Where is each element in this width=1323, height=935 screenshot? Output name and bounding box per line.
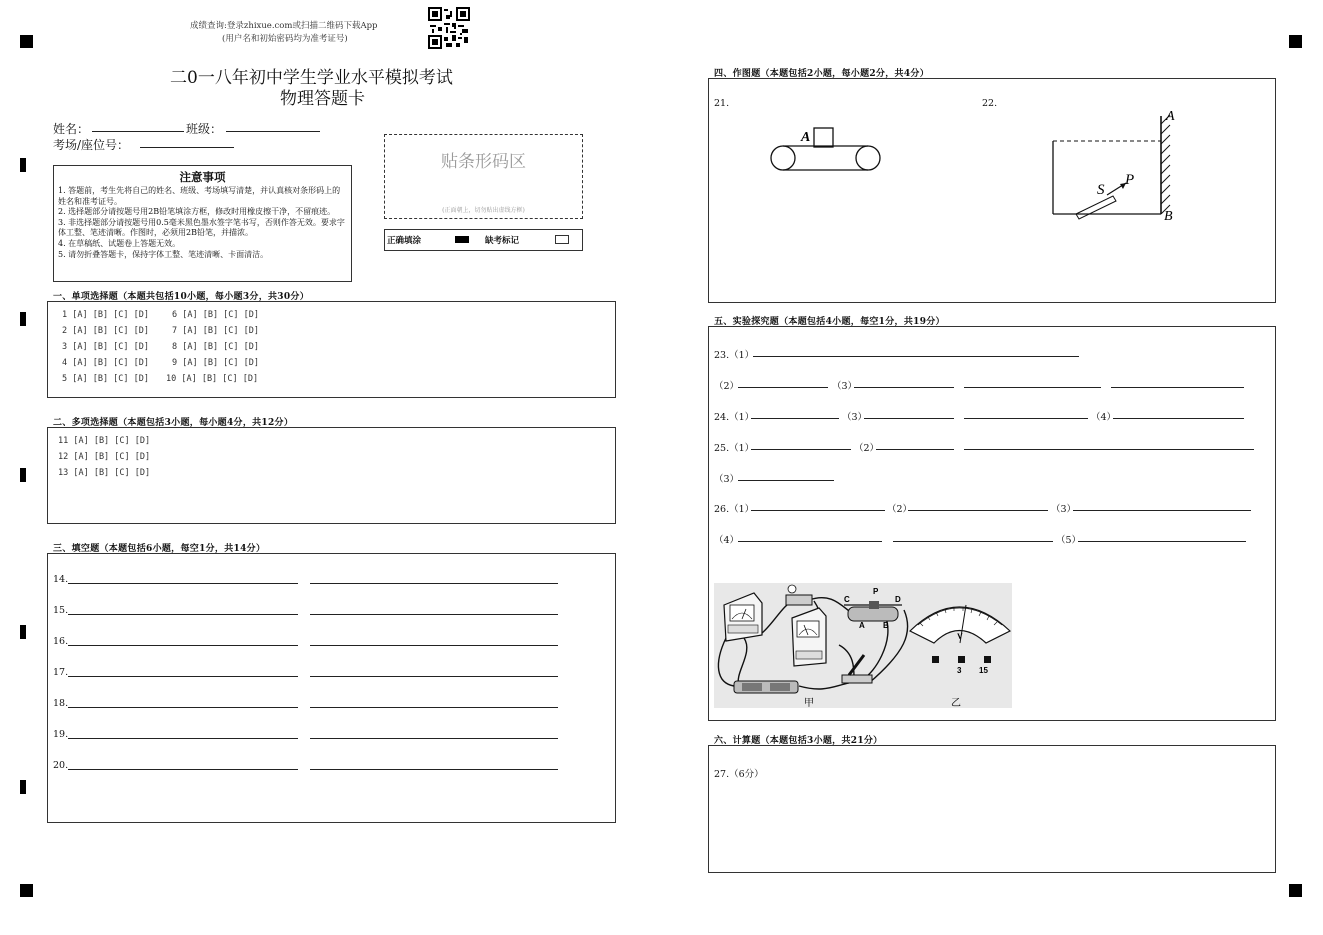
fill-question-number: 19. [53,729,69,740]
answer-line[interactable] [1073,510,1251,511]
answer-line[interactable] [310,614,558,615]
q26-3-label: （3） [1051,504,1077,515]
choice-row[interactable]: 3 [A] [B] [C] [D] [62,342,149,352]
choice-row[interactable]: 8 [A] [B] [C] [D] [172,342,259,352]
choice-row[interactable]: 10 [A] [B] [C] [D] [166,374,259,384]
absent-mark-label: 缺考标记 [485,236,520,246]
svg-text:B: B [883,621,889,630]
answer-line[interactable] [964,449,1254,450]
block-a [814,128,833,147]
answer-line[interactable] [738,541,882,542]
section1-title: 一、单项选择题（本题共包括10小题，每小题3分，共30分） [53,292,310,302]
absent-mark-checkbox[interactable] [555,235,569,244]
class-label: 班级： [186,122,223,136]
q24-label: 24.（1） [714,412,755,423]
answer-line[interactable] [964,387,1101,388]
answer-line[interactable] [854,387,954,388]
instruction-item: 3. 非选择题部分请按题号用0.5毫米黑色墨水签字笔书写，否则作答无效。要求字体工整、笔迹清晰。作图时，必须用2B铅笔，并描浓。 [58,217,345,238]
timing-mark [20,312,26,326]
answer-line[interactable] [68,645,298,646]
svg-text:V: V [957,632,963,641]
fill-question-number: 16. [53,636,69,647]
timing-mark [20,625,26,639]
registration-mark-bottom-right [1289,884,1302,897]
q23-label: 23.（1） [714,350,755,361]
question-22-label: 22. [982,98,998,109]
answer-line[interactable] [68,769,298,770]
section3-title: 三、填空题（本题包括6小题，每空1分，共14分） [53,544,266,554]
registration-mark-top-right [1289,35,1302,48]
choice-row[interactable]: 6 [A] [B] [C] [D] [172,310,259,320]
svg-text:P: P [873,587,879,596]
seat-label: 考场/座位号： [53,138,130,152]
answer-line[interactable] [753,356,1079,357]
svg-text:D: D [895,595,901,604]
instructions-box [53,165,352,282]
q24-3-label: （3） [842,412,868,423]
section6-answer-box [708,745,1276,873]
answer-line[interactable] [310,738,558,739]
class-field[interactable] [226,131,320,132]
choice-row[interactable]: 13 [A] [B] [C] [D] [58,468,151,478]
answer-line[interactable] [310,583,558,584]
answer-line[interactable] [876,449,954,450]
answer-line[interactable] [68,583,298,584]
svg-text:A: A [859,621,865,630]
conveyor-belt-figure [765,124,887,174]
fill-question-number: 18. [53,698,69,709]
timing-mark [20,158,26,172]
exam-title: 二0一八年初中学生学业水平模拟考试 [170,68,453,88]
point-s-label: S [1097,182,1105,198]
answer-line[interactable] [964,418,1088,419]
q26-4-label: （4） [714,535,740,546]
answer-line[interactable] [864,418,954,419]
svg-text:3: 3 [957,666,962,675]
choice-row[interactable]: 12 [A] [B] [C] [D] [58,452,151,462]
answer-line[interactable] [751,510,885,511]
query-info-line2: (用户名和初始密码均为准考证号) [222,34,348,44]
fill-legend [384,229,583,251]
barcode-hint: (正面朝上，切勿贴出虚线方框) [442,207,525,214]
answer-line[interactable] [738,480,834,481]
q27-label: 27.（6分） [714,769,764,780]
q24-4-label: （4） [1091,412,1117,423]
answer-line[interactable] [68,707,298,708]
query-info-line1: 成绩查询:登录zhixue.com或扫描二维码下载App [190,21,378,31]
choice-row[interactable]: 1 [A] [B] [C] [D] [62,310,149,320]
answer-line[interactable] [310,645,558,646]
barcode-area [384,134,583,219]
choice-row[interactable]: 7 [A] [B] [C] [D] [172,326,259,336]
svg-text:C: C [844,595,850,604]
q26-2-label: （2） [887,504,913,515]
barcode-title: 贴条形码区 [441,152,526,172]
q23-2-label: （2） [714,381,740,392]
reflection-figure [1040,104,1185,228]
answer-line[interactable] [68,738,298,739]
answer-line[interactable] [1078,541,1246,542]
seat-field[interactable] [140,147,234,148]
correct-fill-label: 正确填涂 [387,236,422,246]
section4-title: 四、作图题（本题包括2小题，每小题2分，共4分） [714,69,929,79]
fill-question-number: 20. [53,760,69,771]
answer-line[interactable] [310,707,558,708]
answer-line[interactable] [751,449,851,450]
svg-text:15: 15 [979,666,988,675]
choice-row[interactable]: 11 [A] [B] [C] [D] [58,436,151,446]
registration-mark-top-left [20,35,33,48]
circuit-experiment-figure [714,583,1012,708]
section4-answer-box [708,78,1276,303]
choice-row[interactable]: 5 [A] [B] [C] [D] [62,374,149,384]
mirror-label-a: A [1166,109,1175,124]
q25-label: 25.（1） [714,443,755,454]
choice-row[interactable]: 4 [A] [B] [C] [D] [62,358,149,368]
section2-title: 二、多项选择题（本题包括3小题，每小题4分，共12分） [53,418,294,428]
fill-question-number: 17. [53,667,69,678]
answer-line[interactable] [310,769,558,770]
answer-line[interactable] [908,510,1048,511]
q23-3-label: （3） [832,381,858,392]
mirror-label-b: B [1164,209,1173,224]
registration-mark-bottom-left [20,884,33,897]
answer-line[interactable] [68,614,298,615]
block-a-label: A [801,130,811,145]
question-21-label: 21. [714,98,730,109]
timing-mark [20,468,26,482]
section6-title: 六、计算题（本题包括3小题，共21分） [714,736,883,746]
instruction-item: 2. 选择题部分请按题号用2B铅笔填涂方框，修改时用橡皮擦干净，不留痕迹。 [58,207,336,217]
section3-answer-box [47,553,616,823]
figure-label-jia: 甲 [804,698,814,708]
answer-line[interactable] [310,676,558,677]
answer-line[interactable] [751,418,839,419]
choice-row[interactable]: 2 [A] [B] [C] [D] [62,326,149,336]
answer-line[interactable] [1113,418,1244,419]
choice-row[interactable]: 9 [A] [B] [C] [D] [172,358,259,368]
exam-subtitle: 物理答题卡 [280,89,365,109]
name-field[interactable] [92,131,184,132]
timing-mark [20,780,26,794]
q26-5-label: （5） [1056,535,1082,546]
q25-2-label: （2） [854,443,880,454]
answer-line[interactable] [893,541,1053,542]
section5-title: 五、实验探究题（本题包括4小题，每空1分，共19分） [714,317,945,327]
name-label: 姓名： [53,122,90,136]
correct-fill-sample [455,236,469,243]
answer-line[interactable] [68,676,298,677]
instruction-item: 4. 在草稿纸、试题卷上答题无效。 [58,238,181,248]
q25-3-label: （3） [714,474,740,485]
point-p-label: P [1125,172,1135,188]
figure-label-yi: 乙 [951,698,961,708]
instruction-item: 1. 答题前，考生先将自己的姓名、班级、考场填写清楚，并认真核对条形码上的姓名和准考证号。 [58,186,341,206]
fill-question-number: 15. [53,605,69,616]
fill-question-number: 14. [53,574,69,585]
qr-code-icon [428,7,470,49]
answer-line[interactable] [1111,387,1244,388]
q26-label: 26.（1） [714,504,755,515]
instructions-title: 注意事项 [179,170,226,184]
instruction-item: 5. 请勿折叠答题卡，保持字体工整、笔迹清晰、卡面清洁。 [58,249,269,259]
answer-line[interactable] [738,387,828,388]
